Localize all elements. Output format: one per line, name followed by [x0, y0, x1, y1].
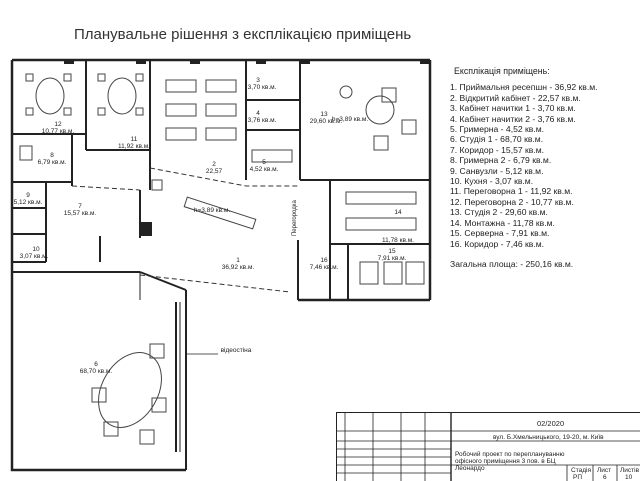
room-15-area: 7,91 кв.м. — [377, 255, 407, 262]
schedule-row: 15. Серверна - 7,91 кв.м. — [450, 228, 550, 239]
room-4-area: 3,76 кв.м. — [247, 117, 277, 124]
room-7-num: 7 — [78, 203, 82, 210]
schedule-row: 13. Студія 2 - 29,60 кв.м. — [450, 207, 548, 218]
total-area: Загальна площа: - 250,16 кв.м. — [450, 258, 574, 269]
schedule-row: 2. Відкритий кабінет - 22,57 кв.м. — [450, 92, 581, 103]
sheet-value: 6 — [603, 474, 607, 481]
room-16-num: 16 — [320, 257, 328, 264]
room-12-num: 12 — [54, 121, 62, 128]
room-14-num: 14 — [394, 209, 402, 216]
room-5-area: 4,52 кв.м. — [249, 166, 279, 173]
partition-label: Перегородка — [292, 200, 298, 236]
page-title: Планувальне рішення з експлікацією приміщень — [74, 26, 412, 43]
room-7-area: 15,57 кв.м. — [63, 210, 97, 217]
project-title: Робочий проект по переплануванню офісного приміщення 3 пов. в БЦ Леонардо — [455, 451, 565, 472]
room-15-num: 15 — [388, 248, 396, 255]
room-6-area: 68,70 кв.м. — [79, 368, 113, 375]
schedule-row: 3. Кабінет начитки 1 - 3,70 кв.м. — [450, 103, 576, 114]
room-schedule-heading: Експлікація приміщень: — [454, 66, 550, 76]
stage-header: Стадія — [571, 467, 591, 474]
room-8-area: 6,79 кв.м. — [37, 159, 67, 166]
room-9-num: 9 — [26, 192, 30, 199]
room-2-area: 22,57 — [205, 168, 223, 175]
room-10-area: 3,07 кв.м. — [19, 253, 49, 260]
schedule-row: 8. Гримерна 2 - 6,79 кв.м. — [450, 155, 552, 166]
screen-label: відеостіна — [220, 347, 252, 354]
schedule-row: 14. Монтажна - 11,78 кв.м. — [450, 217, 555, 228]
room-6-num: 6 — [94, 361, 98, 368]
schedule-row: 10. Кухня - 3,07 кв.м. — [450, 176, 534, 187]
ceiling-height-label-2: h=3,89 кв.м. — [331, 116, 369, 123]
schedule-row: 5. Гримерна - 4,52 кв.м. — [450, 124, 545, 135]
sheet-header: Лист — [597, 467, 612, 474]
sheets-header: Листів — [620, 467, 640, 474]
schedule-row: 12. Переговорна 2 - 10,77 кв.м. — [450, 196, 574, 207]
room-11-num: 11 — [130, 136, 138, 143]
schedule-row: 6. Студія 1 - 68,70 кв.м. — [450, 134, 544, 145]
room-2-num: 2 — [212, 161, 216, 168]
room-4-num: 4 — [256, 110, 260, 117]
sheets-value: 10 — [625, 474, 633, 481]
room-5-num: 5 — [262, 159, 266, 166]
room-1-num: 1 — [236, 257, 240, 264]
room-3-num: 3 — [256, 77, 260, 84]
schedule-row: 16. Коридор - 7,46 кв.м. — [450, 238, 545, 249]
room-schedule — [450, 66, 640, 269]
schedule-row: 4. Кабінет начитки 2 - 3,76 кв.м. — [450, 113, 576, 124]
schedule-row: 1. Приймальня ресепшн - 36,92 кв.м. — [450, 82, 598, 93]
schedule-row: 9. Санвузли - 5,12 кв.м. — [450, 165, 544, 176]
room-13-num: 13 — [320, 111, 328, 118]
room-3-area: 3,70 кв.м. — [247, 84, 277, 91]
title-block — [336, 412, 640, 481]
doc-number: 02/2020 — [537, 419, 565, 428]
room-8-num: 8 — [50, 152, 54, 159]
room-1-area: 36,92 кв.м. — [221, 264, 255, 271]
room-13-area: 29,60 кв.м. — [309, 118, 343, 125]
room-10-num: 10 — [32, 246, 40, 253]
room-11-area: 11,92 кв.м. — [118, 143, 150, 150]
stage-value: РП — [573, 474, 583, 481]
room-9-area: 5,12 кв.м. — [13, 199, 43, 206]
ceiling-height-label: h=3,89 кв.м. — [193, 207, 231, 214]
room-16-area: 7,46 кв.м. — [309, 264, 339, 271]
room-12-area: 10,77 кв.м. — [41, 128, 75, 135]
schedule-row: 7. Коридор - 15,57 кв.м. — [450, 144, 545, 155]
room-14-area: 11,78 кв.м. — [382, 237, 414, 244]
address: вул. Б.Хмельницького, 19-20, м. Київ — [493, 434, 604, 441]
schedule-row: 11. Переговорна 1 - 11,92 кв.м. — [450, 186, 573, 197]
